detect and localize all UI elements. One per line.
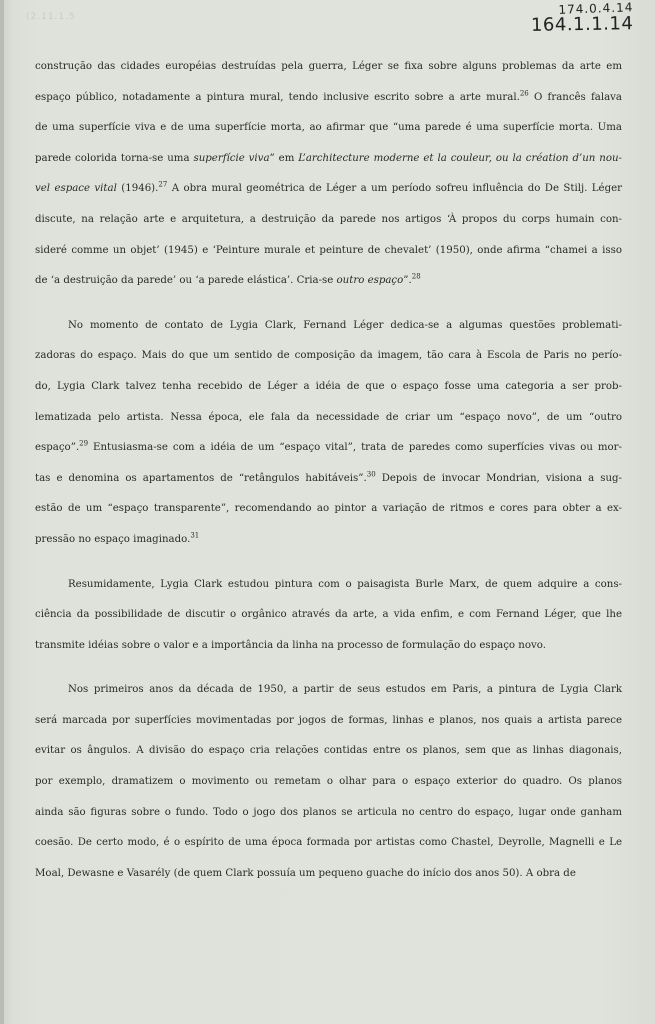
text-line — [35, 236, 622, 267]
text-run: A obra mural geométrica de Léger a um período sofreu influência do De Stilj. Léger — [167, 183, 622, 195]
text-line — [35, 675, 622, 706]
paragraph-gap — [35, 556, 622, 570]
text-run: Moal, Dewasne e Vasarély (de quem Clark possuía um pequeno guache do início dos anos 50). A obra de — [35, 867, 576, 879]
text-run: coesão. De certo modo, é o espírito de uma época formada por artistas como Chastel, Deyrolle, Magnelli e Le — [35, 837, 622, 849]
text-line — [35, 205, 622, 236]
italic-text: vel espace vital — [35, 183, 117, 195]
text-run: por exemplo, dramatizem o movimento ou remetam o olhar para o espaço exterior do quadro. Os planos — [35, 776, 622, 788]
paragraph — [35, 52, 622, 297]
text-run: Depois de invocar Mondrian, visiona a sug- — [375, 472, 622, 484]
text-run: transmite idéias sobre o valor e a importância da linha na processo de formulação do espaço novo. — [35, 639, 546, 651]
text-run: do, Lygia Clark talvez tenha recebido de Léger a idéia de que o espaço fosse uma categoria a ser prob- — [35, 380, 622, 392]
text-line — [35, 798, 622, 829]
text-run: ” em — [269, 152, 299, 164]
text-line — [35, 570, 622, 601]
text-run: espaço público, notadamente a pintura mural, tendo inclusive escrito sobre a arte mural. — [35, 91, 520, 103]
archive-number-top: 174.0.4.14 — [557, 0, 634, 17]
text-run: lematizada pelo artista. Nessa época, ele fala da necessidade de criar um “espaço novo”, de um “outro — [35, 411, 622, 423]
text-run: discute, na relação arte e arquitetura, a destruição da parede nos artigos ‘À propos du corps humain con- — [35, 213, 622, 225]
text-run: espaço”. — [35, 442, 80, 454]
text-run: construção das cidades européias destruídas pela guerra, Léger se fixa sobre alguns problemas da arte em — [35, 61, 622, 72]
text-run: ainda são figuras sobre o fundo. Todo o jogo dos planos se articula no centro do espaço, lugar onde ganham — [35, 806, 622, 818]
text-run: No momento de contato de Lygia Clark, Fernand Léger dedica-se a algumas questões problemati- — [68, 319, 622, 331]
text-line — [35, 83, 622, 114]
text-run: será marcada por superfícies movimentadas por jogos de formas, linhas e planos, nos quais a artista parece — [35, 714, 622, 726]
text-line — [35, 113, 622, 144]
text-run: estão de um “espaço transparente”, recomendando ao pintor a variação de ritmos e cores para obter a ex- — [35, 503, 622, 515]
page-binding-edge — [0, 0, 4, 1024]
text-run: Entusiasma-se com a idéia de um “espaço vital”, trata de paredes como superfícies vivas ou mor- — [88, 442, 622, 454]
text-line — [35, 144, 622, 175]
text-run: parede colorida torna-se uma — [35, 152, 194, 164]
text-run: O francês falava — [528, 91, 623, 103]
text-run: (1946). — [116, 183, 159, 195]
italic-text: L’architecture moderne et la couleur, ou la création d’un nou- — [298, 152, 622, 164]
text-line — [35, 311, 622, 342]
text-run: de ‘a destruição da parede’ ou ‘a parede elástica’. Cria-se — [35, 275, 337, 287]
text-line — [35, 52, 622, 83]
text-run: sideré comme un objet’ (1945) e ‘Peinture murale et peinture de chevalet’ (1950), onde afirma “chamei a isso — [35, 244, 622, 256]
footnote-ref: 26 — [519, 89, 529, 98]
text-line — [35, 464, 622, 495]
footnote-ref: 29 — [79, 439, 89, 448]
archive-number — [531, 2, 633, 35]
text-run: tas e denomina os apartamentos de “retângulos habitáveis”. — [35, 472, 367, 484]
text-line — [35, 706, 622, 737]
text-line — [35, 433, 622, 464]
text-line — [35, 631, 622, 662]
text-line — [35, 266, 622, 297]
text-run: ciência da possibilidade de discutir o orgânico através da arte, a vida enfim, e com Fernand Léger, que lhe — [35, 609, 622, 621]
text-line — [35, 525, 622, 556]
text-run: Nos primeiros anos da década de 1950, a partir de seus estudos em Paris, a pintura de Lygia Clark — [68, 684, 622, 696]
paragraph-gap — [35, 297, 622, 311]
paragraph — [35, 675, 622, 889]
text-line — [35, 600, 622, 631]
italic-text: outro espaço — [336, 275, 404, 287]
text-line — [35, 403, 622, 434]
footnote-ref: 30 — [366, 470, 376, 479]
paragraph — [35, 570, 622, 662]
paragraph-gap — [35, 661, 622, 675]
body-text — [35, 52, 622, 889]
footnote-ref: 31 — [190, 531, 200, 540]
text-line — [35, 767, 622, 798]
text-line — [35, 736, 622, 767]
footnote-ref: 27 — [158, 180, 168, 189]
text-line — [35, 372, 622, 403]
text-line — [35, 828, 622, 859]
text-run: pressão no espaço imaginado. — [35, 533, 191, 545]
footnote-ref: 28 — [411, 272, 421, 281]
text-run: evitar os ângulos. A divisão do espaço cria relações contidas entre os planos, sem que as linhas diagonais, — [35, 745, 622, 757]
paragraph — [35, 311, 622, 556]
text-line — [35, 494, 622, 525]
text-run: ”. — [403, 275, 412, 287]
text-line — [35, 174, 622, 205]
text-run: zadoras do espaço. Mais do que um sentido de composição da imagem, tão cara à Escola de Paris no perío- — [35, 350, 622, 362]
text-line — [35, 859, 622, 890]
text-run: de uma superfície viva e de uma superfície morta, ao afirmar que “uma parede é uma superfície morta. Uma — [35, 122, 622, 134]
faint-stamp: (2.11.1.5 — [26, 12, 76, 22]
text-line — [35, 341, 622, 372]
archive-number-bottom: 164.1.1.14 — [530, 13, 634, 36]
italic-text: superfície viva — [193, 152, 270, 164]
text-run: Resumidamente, Lygia Clark estudou pintura com o paisagista Burle Marx, de quem adquire a cons- — [68, 578, 622, 590]
